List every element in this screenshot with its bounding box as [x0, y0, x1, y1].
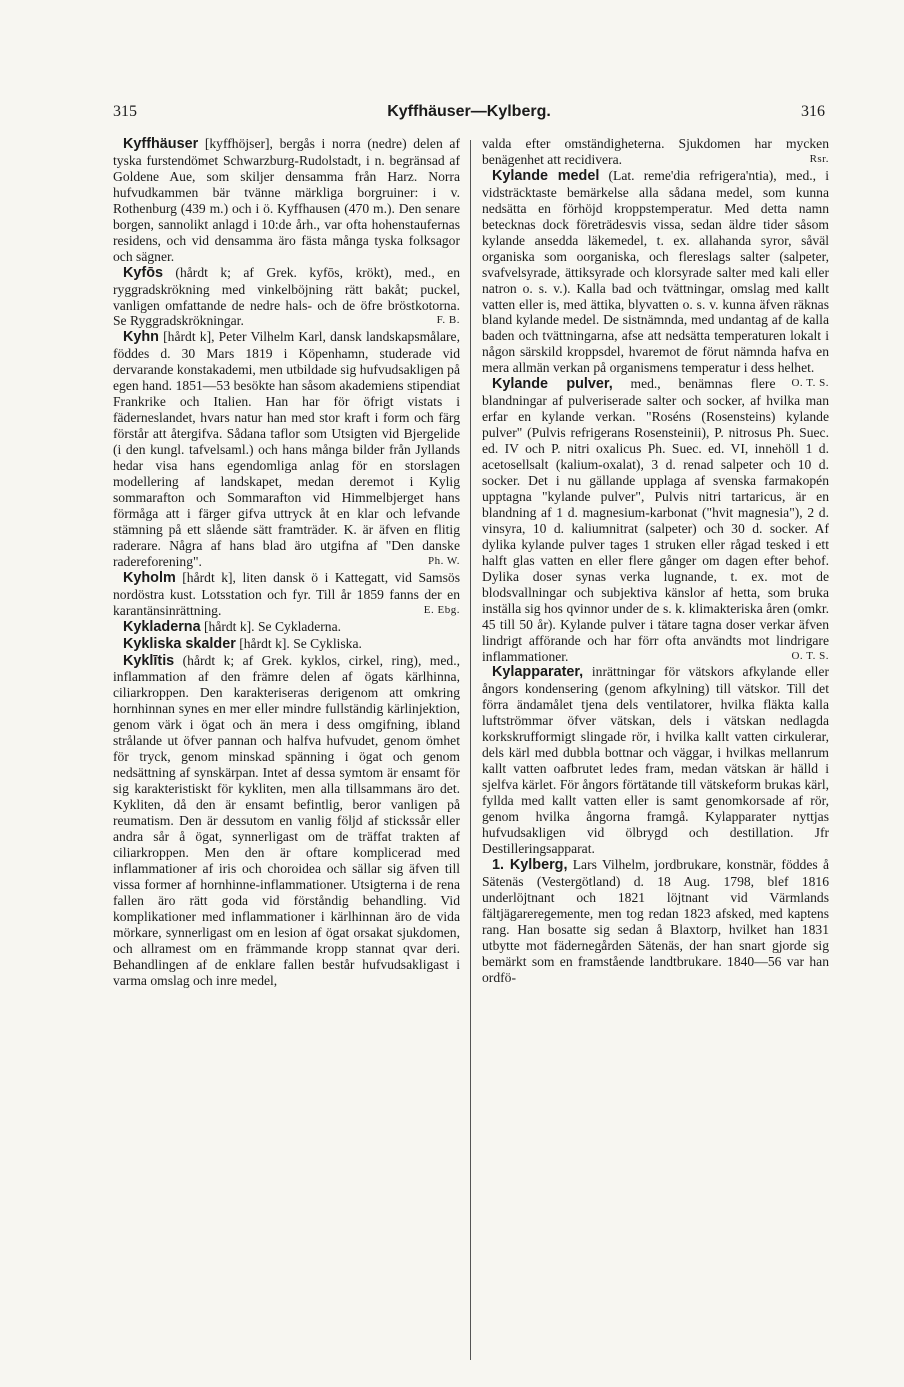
- headword: Kyklītis: [123, 652, 175, 669]
- entry-text: [hårdt k], Peter Vilhelm Karl, dansk landskapsmålare, föddes d. 30 Mars 1819 i Köpenhamn, studerade vid dervarande konstakademi, men utbildade sig hufvudsakligen på egen hand. 1851—53 besökte han såsom akademiens stipendiat Frankrike och Italien. Han har för öfrigt vistats i fäderneslandet, hvars natur han med stor kraft i form och färg förstår att återgifva. Sådana taflor som Utsigten vid Bjergelide (i den kungl. tafvelsaml.) och hans många bilder från Jyllands hedar visa hans egendomliga anlag för en storslagen modellering af landskapet, medan deremot i Kylig sommarafton och Sommarafton vid Himmelbjerget hans förmåga att i färger gifva uttryck åt en klar och lefvande stämning på ett slående sätt framträder. K. är äfven en flitig raderare. Några af hans blad äro utgifna af "Den danske radereforening".: [113, 329, 460, 569]
- headword: Kyffhäuser: [123, 136, 199, 152]
- entry-text: [kyffhöjser], bergås i norra (nedre) delen af tyska furstendömet Schwarzburg-Rudolstadt, i n. begränsad af Goldene Aue, som skiljer densamma från Harz. Norra hufvudkammen bär tvänne märkliga borgruiner: i v. Rothenburg (439 m.) och i ö. Kyffhausen (470 m.). Den senare borgen, sannolikt anlagd i 10:de årh., var ofta hohenstaufernas residens, och vid densamma äro fästa många tyska folksagor och sägner.: [113, 136, 460, 264]
- entry-kyholm: [113, 570, 460, 619]
- headword: Kykliska skalder: [123, 635, 236, 652]
- entry-text: [hårdt k], liten dansk ö i Kattegatt, vid Samsös nordöstra kust. Lotsstation och fyr. Till år 1859 fanns der en karantänsinrättning.: [113, 569, 460, 618]
- entry-text: valda efter omständigheterna. Sjukdomen har mycken benägenhet att recidivera.: [482, 136, 829, 167]
- headword: Kylande pulver,: [492, 376, 613, 393]
- author-signature: Rsr.: [809, 152, 829, 165]
- headword: Kyholm: [123, 569, 176, 586]
- headword: Kykladerna: [123, 618, 201, 635]
- entry-kyklitis: [113, 653, 460, 989]
- page-number-right: 316: [801, 103, 825, 120]
- entry-text: [hårdt k]. Se Cykladerna.: [200, 618, 342, 634]
- column-divider: [470, 140, 471, 1360]
- entry-text: inrättningar för vätskors afkylande eller ångors kondensering (genom afkylning) till vätskor. Till det förra ändamålet tjena dels ventilatorer, hvilka fläkta kalla luftströmmar öfver vätskan, dels i vätskan nedlagda korkskrufformigt slingade rör, i hvilka kallt vatten cirkulerar, dels kärl med dubbla bottnar och väggar, i hvilkas mellanrum kallt vatten oafbrutet ledes fram, medan vätskan är hälld i sjelfva kärlet. För ångors förtätande till vätskeform brukas kärl, fyllda med kallt vatten eller is samt genomkorsade af rör, genom hvilka ångorna framgå. Kylapparater nyttjas hufvudsakligen vid ölbrygd och destillation. Jfr Destilleringsapparat.: [482, 664, 829, 856]
- entry-kyhn: [113, 329, 460, 569]
- entry-kylande-pulver: [482, 376, 829, 664]
- headword: Kylapparater,: [492, 664, 584, 681]
- page-number-left: 315: [113, 103, 137, 120]
- headword: Kyhn: [123, 329, 159, 346]
- page-header: [113, 103, 825, 125]
- entry-kyfos: [113, 265, 460, 330]
- author-signature: Ph. W.: [427, 554, 460, 567]
- entry-text: [hårdt k]. Se Cykliska.: [235, 635, 362, 651]
- entry-text: (hårdt k; af Grek. kyfōs, krökt), med., en ryggradskrökning med vinkelböjning rätt bakåt; puckel, vanligen omfattande de nedre hals- och de öfre bröstkotorna. Se Ryggradskrökningar.: [113, 264, 460, 329]
- entry-kyffhauser: [113, 136, 460, 265]
- entry-kykladerna: [113, 619, 460, 636]
- entry-text: Lars Vilhelm, jordbrukare, konstnär, föddes å Sätenäs (Vestergötland) d. 18 Aug. 1798, blef 1816 underlöjtnant och 1821 löjtnant vid Värmlands fältjägareregemente, men tog redan 1823 afsked, med kaptens rang. Han bosatte sig sedan å Blaxtorp, hvilket han 1831 utbytte mot fädernegården Sätenäs, der han snart gjorde sig bemärkt som en framstående landtbrukare. 1840—56 var han ordfö-: [482, 856, 829, 985]
- entry-text: (hårdt k; af Grek. kyklos, cirkel, ring), med., inflammation af den främre delen af ögats kärlhinna, ciliarkroppen. Den karakteriseras derigenom att omkring hornhinnan synes en mer eller mindre fullständig kärlinjektion, genom värk i ögat och än mera i dess omgifning, ibland strålande ut öfver pannan och halfva hufvudet, genom ömhet för tryck, genom minskad spänning i ögat och genom nedsättning af synskärpan. Intet af dessa symtom är ensamt för sig karakteristiskt för kykliten, men alla tillsammans äro det. Kykliten, då den är ensamt befintlig, beror vanligen på reumatism. Den är dessutom en vanlig följd af stickssår eller andra sår å ögat, synnerligast om de träffat trakten af ciliarkroppen. Men den är oftare komplicerad med inflammationer af iris och choroidea och sällar sig äfven till vissa former af hornhinne-inflammationer. Utsigterna i de rena fallen äro rätt goda vid förståndig behandling. Vid komplikationer med inflammationer i kärlhinnan äro de vida mörkare, synnerligast om en lesion af ögat orsakat sjukdomen, och allramest om en främmande kropp stannat qvar deri. Behandlingen af de enklare fallen består hufvudsakligast i varma omslag och inre medel,: [113, 652, 460, 988]
- author-signature: F. B.: [436, 314, 460, 327]
- entry-text: (Lat. reme'dia refrigera'ntia), med., i vidsträcktaste bemärkelse alla sådana medel, som kunna nedsätta en förhöjd kroppstemperatur. Med detta namn betecknas dock företrädesvis vissa, sedan äldre tider såsom kylande ansedda läkemedel, t. ex. allahanda syror, såväl organiska som oorganiska, och flereslags salter (salpeter, svafvelsyrade, ättiksyrade och klorsyrade salter med kali eller natron o. s. v.). Kalla bad och tvättningar, omslag med kallt vatten eller is, med ättika, blyvatten o. s. v. kunna äfven räknas bland kylande medel. De sistnämnda, med undantag af de kalla baden och tvättningarna, afse att nedsätta temperaturen lokalt i någon särskild kroppsdel, hvaremot de förut nämnda hafva en mera allmän verkan på organismens temperatur i dess helhet.: [482, 167, 829, 376]
- headword: 1. Kylberg,: [492, 856, 568, 873]
- headword: Kylande medel: [492, 167, 600, 184]
- entry-kyklitis-continued: [482, 136, 829, 168]
- headword: Kyfōs: [123, 264, 163, 281]
- entry-kylapparater: [482, 664, 829, 856]
- entry-kylberg: [482, 857, 829, 986]
- author-signature: E. Ebg.: [423, 603, 460, 616]
- author-signature: O. T. S.: [791, 377, 829, 390]
- running-title: Kyffhäuser—Kylberg.: [387, 103, 551, 120]
- author-signature: O. T. S.: [791, 649, 829, 662]
- right-column: [482, 136, 829, 1336]
- left-column: [113, 136, 460, 1336]
- entry-text: med., benämnas flere blandningar af pulveriserade salter och socker, af hvilka man erfar en kylande verkan. "Roséns (Rosensteins) kylande pulver" (Pulvis refrigerans Rosensteinii), P. nitrosus Ph. Suec. ed. IV och P. nitri oxalicus Ph. Suec. ed. VI, innehöll 1 d. acetosellsalt (kalium-oxalat), 3 d. renad salpeter och 10 d. socker. Det i nu gällande upplaga af svenska farmakopén upptagna "kylande pulver", Pulvis nitri tartaricus, är en blandning af 1 d. magnesium-karbonat ("hvit magnesia"), 2 d. vinsyra, 10 d. kaliumnitrat (salpeter) och 30 d. socker. Af dylika kylande pulver tages 1 struken eller rågad tesked i ett halft glas vatten en eller flere gånger om dagen efter behof. Dylika doser synas verka lugnande, t. ex. mot de blodsvallningar och subjektiva känslor af hetta, som bruka inställa sig hos qvinnor under de s. k. klimakteriska åren (omkr. 45 till 50 år). Kylande pulver i tätare tagna doser verkar äfven lindrigt afförande och har förr ofta användts mot lindrigare inflammationer.: [482, 376, 829, 664]
- entry-kykliska: [113, 636, 460, 653]
